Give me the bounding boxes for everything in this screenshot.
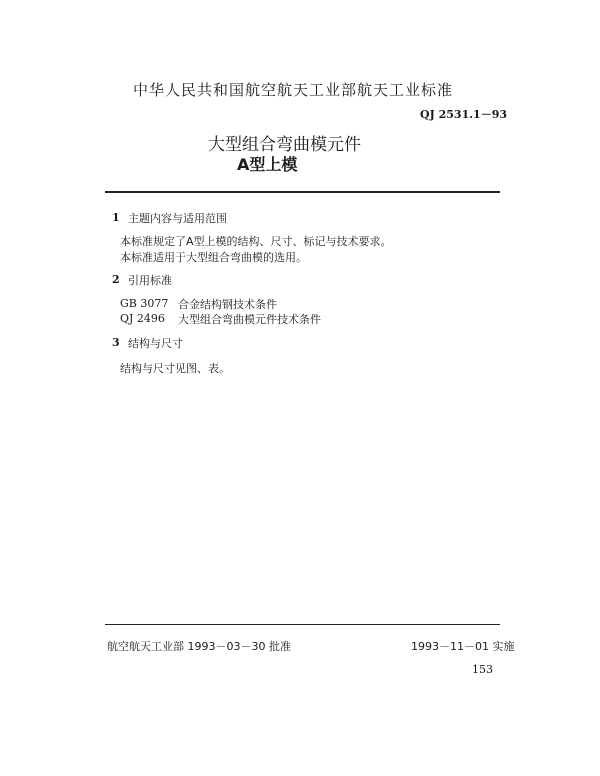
section-1-title: 主题内容与适用范围 — [128, 212, 227, 225]
header-divider — [105, 191, 500, 193]
reference-code: QJ 2496 — [120, 312, 165, 325]
document-title: 大型组合弯曲模元件 — [208, 135, 361, 155]
reference-code: GB 3077 — [120, 297, 169, 310]
section-3-title: 结构与尺寸 — [128, 337, 183, 350]
section-3-line-1: 结构与尺寸见图、表。 — [120, 362, 230, 375]
section-1-number: 1 — [112, 211, 120, 224]
page-number: 153 — [472, 663, 493, 676]
reference-name: 大型组合弯曲模元件技术条件 — [178, 313, 321, 326]
reference-name: 合金结构钢技术条件 — [178, 298, 277, 311]
document-subtitle: A型上模 — [237, 155, 298, 174]
effective-date: 1993－11－01 实施 — [411, 640, 515, 653]
section-3-number: 3 — [112, 336, 120, 349]
section-2-title: 引用标准 — [128, 274, 172, 287]
approval-line: 航空航天工业部 1993－03－30 批准 — [107, 640, 291, 653]
section-1-line-1: 本标准规定了A型上模的结构、尺寸、标记与技术要求。 — [120, 235, 392, 248]
footer-divider — [105, 624, 500, 625]
section-2-number: 2 — [112, 273, 120, 286]
standard-number: QJ 2531.1－93 — [420, 108, 508, 121]
issuer-header: 中华人民共和国航空航天工业部航天工业标准 — [133, 81, 454, 99]
section-1-line-2: 本标准适用于大型组合弯曲模的选用。 — [120, 251, 307, 264]
